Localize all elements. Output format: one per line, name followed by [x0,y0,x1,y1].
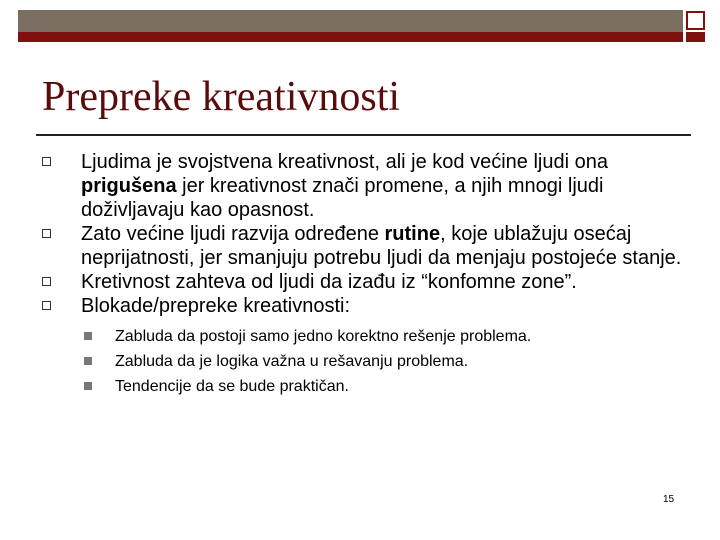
header-corner-accent [686,32,705,42]
bullet-item [42,270,682,294]
slide-title: Prepreke kreativnosti [42,74,401,120]
sub-bullet-item [115,374,682,399]
bullet-item [42,150,682,222]
hollow-square-bullet-icon [42,229,51,238]
bullet-text: Blokade/prepreke kreativnosti: [81,295,351,317]
bullet-text: jer kreativnost znači promene, a njih mnogi ljudi doživljavaju kao opasnost. [81,175,604,221]
sub-bullet-text: Zabluda da je logika važna u rešavanju problema. [115,353,469,370]
sub-bullet-text: Zabluda da postoji samo jedno korektno rešenje problema. [115,328,532,345]
sub-bullet-list [42,324,682,399]
hollow-square-bullet-icon [42,157,51,166]
bullet-item [42,294,682,318]
hollow-square-bullet-icon [42,277,51,286]
bullet-text: Zato većine ljudi razvija određene [81,223,385,245]
bullet-list [42,150,682,399]
bullet-emphasis: prigušena [81,175,177,197]
filled-square-bullet-icon [84,357,92,365]
bullet-text: , koje ublažuju osećaj neprijatnosti, jer smanjuju potrebu ljudi da menjaju postojeće stanje. [81,223,682,269]
header-corner-square [686,11,705,30]
filled-square-bullet-icon [84,332,92,340]
filled-square-bullet-icon [84,382,92,390]
bullet-text: Kretivnost zahteva od ljudi da izađu iz “konfomne zone”. [81,271,577,293]
bullet-text: Ljudima je svojstvena kreativnost, ali je kod većine ljudi ona [81,151,608,173]
sub-bullet-text: Tendencije da se bude praktičan. [115,378,349,395]
title-divider [36,134,691,136]
sub-bullet-item [115,324,682,349]
bullet-item [42,222,682,270]
header-accent-bar [18,32,683,42]
sub-bullet-item [115,349,682,374]
hollow-square-bullet-icon [42,301,51,310]
bullet-emphasis: rutine [384,223,441,245]
page-number: 15 [663,494,675,505]
